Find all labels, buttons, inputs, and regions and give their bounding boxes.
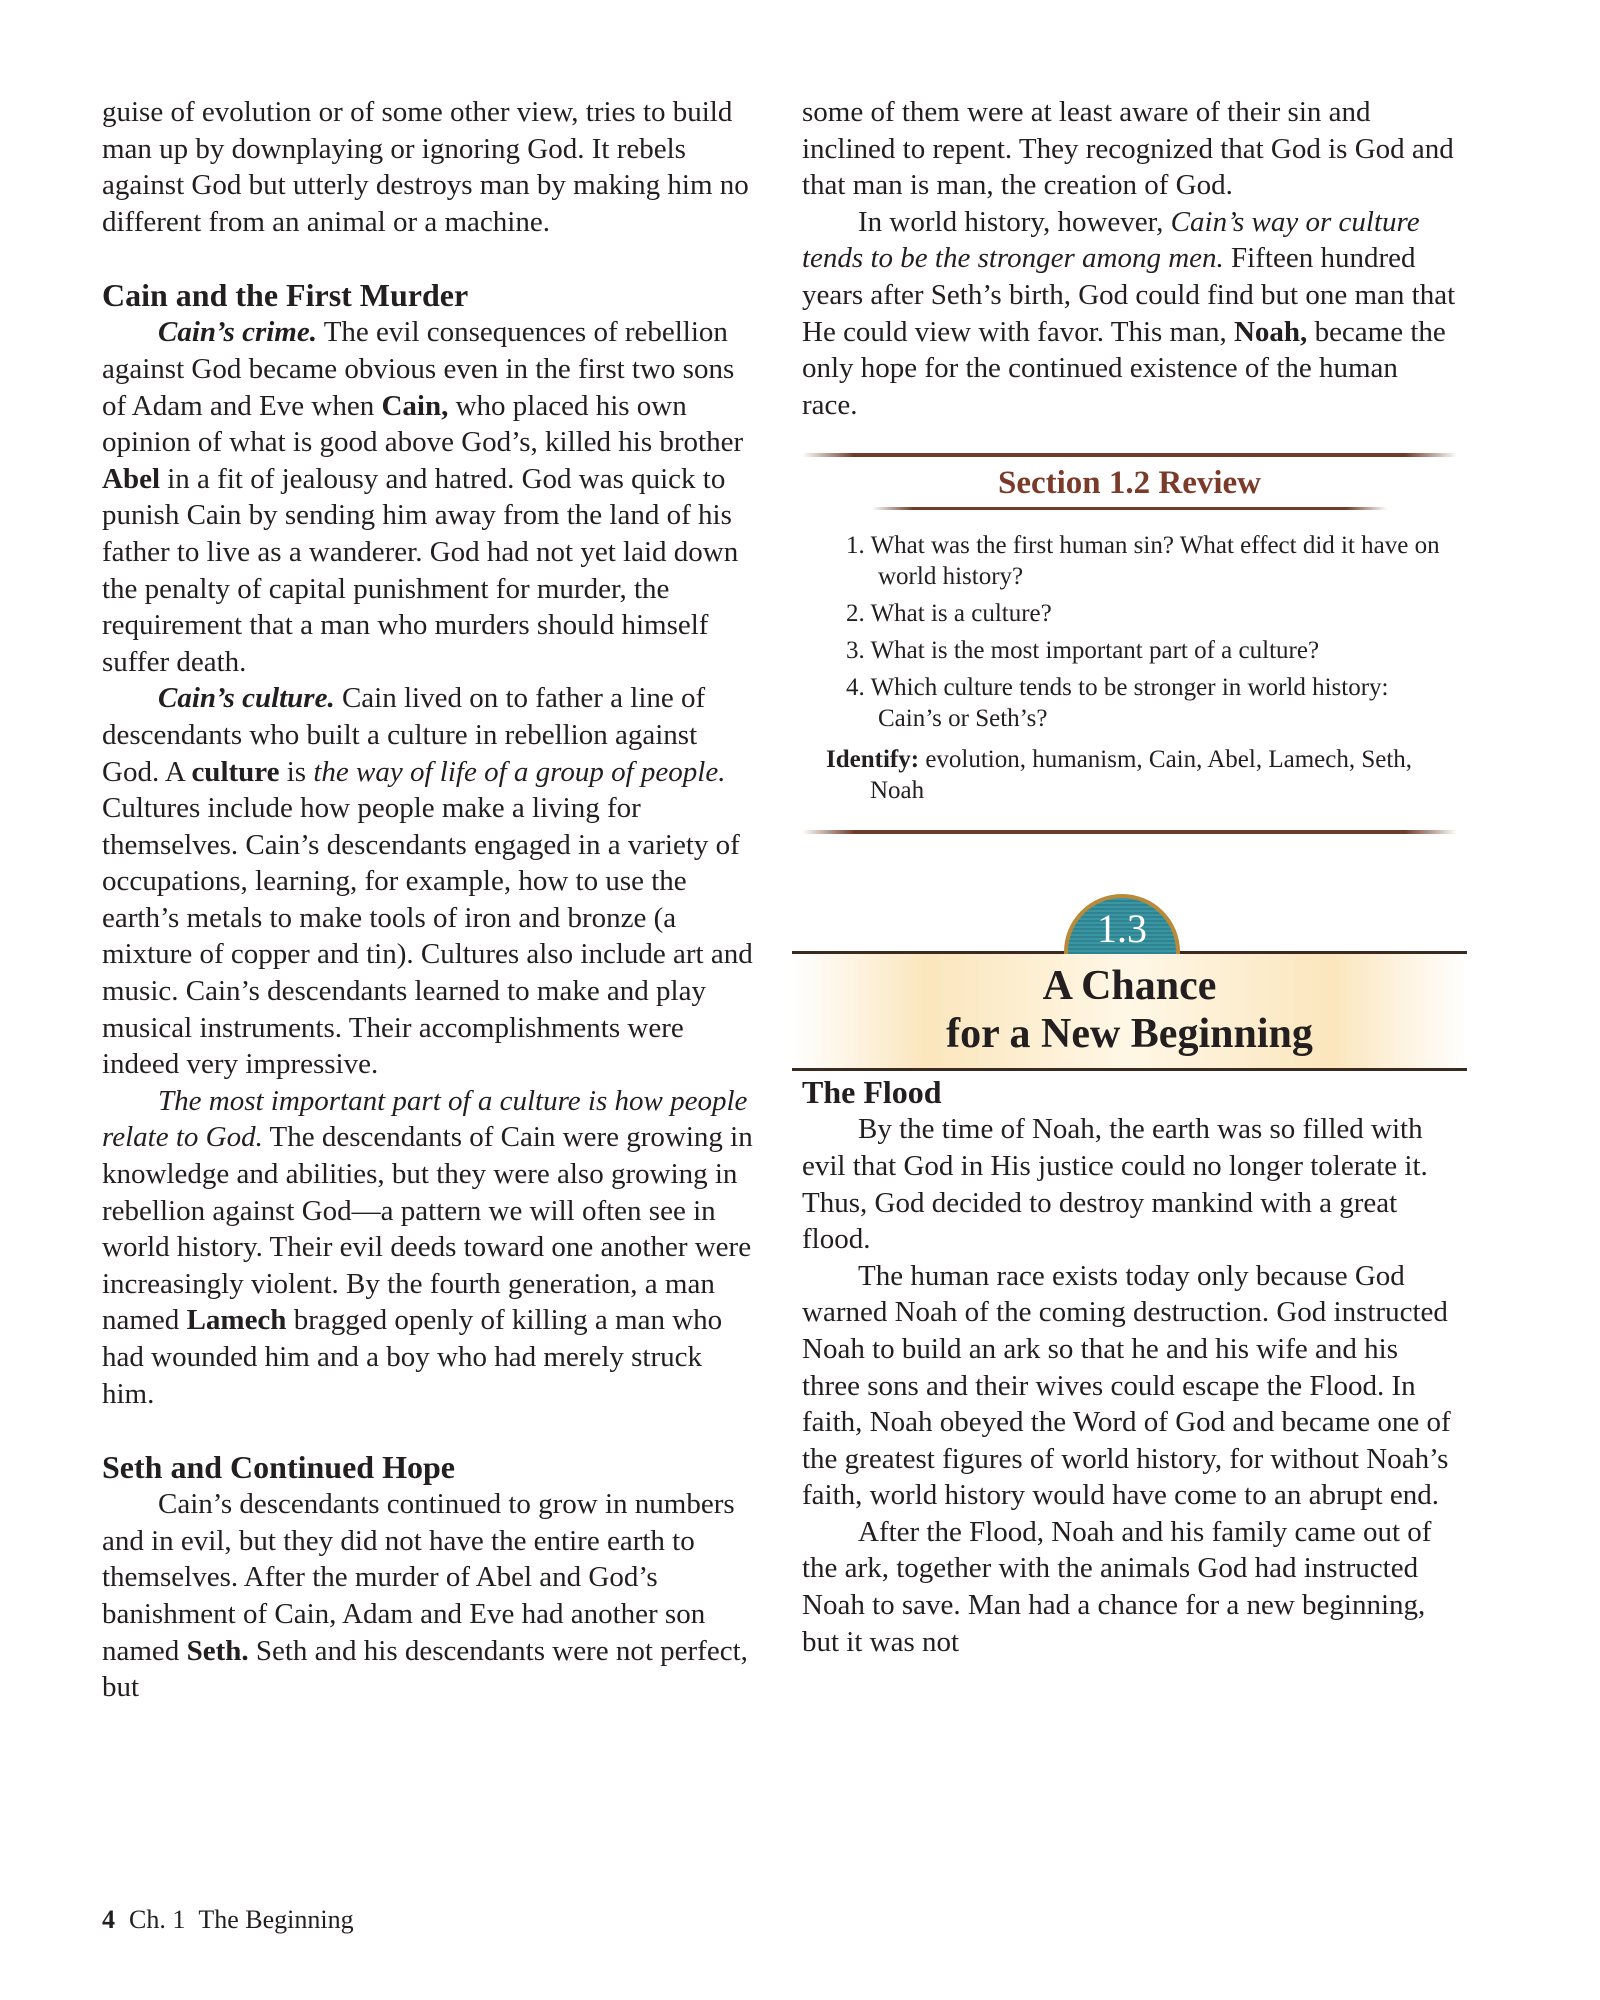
chapter-label: Ch. 1 [129,1905,186,1934]
text-run: Cain lived on to father a line of descendants who built a culture in rebellion against God. A [102,682,706,788]
right-column-top [802,94,1457,423]
spacer [102,1412,757,1448]
paragraph [102,94,757,240]
text-run: Fifteen hundred years after Seth’s birth, God could find but one man that He could view with favor. This man, [802,242,1456,348]
emphasis-text: Noah, [1233,315,1308,348]
question-number: 4. [846,674,865,702]
emphasis-text: Cain, [381,389,449,422]
text-run: Cultures include how people make a living for themselves. Cain’s descendants engaged in a variety of occupations, learning, for example, how to use the earth’s metals to make tools of iron and bronze (a mixture of copper and tin). Cultures also include art and music. Cain’s descendants learned to make and play musical instruments. Their accomplishments were indeed very impressive. [102,792,753,1081]
text-run: The evil consequences of rebellion against God became obvious even in the first two sons of Adam and Eve when [102,316,735,422]
text-run: some of them were at least aware of their sin and inclined to repent. They recognized that God is God and that man is man, the creation of God. [802,96,1454,202]
text-run: Seth and his descendants were not perfect, but [102,1634,748,1704]
right-column-bottom [802,1073,1457,1660]
paragraph [102,1486,757,1706]
text-run: became the only hope for the continued existence of the human race. [802,315,1446,421]
run-in-heading: Cain’s culture. [158,682,335,715]
review-question [802,635,1457,666]
text-run: bragged openly of killing a man who had wounded him and a boy who had merely struck him. [102,1304,723,1410]
section-heading: Seth and Continued Hope [102,1449,455,1486]
emphasis-text: Cain’s way or culture tends to be the stronger among men. [802,205,1420,275]
question-number: 2. [846,600,865,628]
emphasis-text: Abel [102,462,160,495]
emphasis-text: Lamech [186,1304,287,1337]
chapter-title: The Beginning [198,1905,354,1934]
text-run: The human race exists today only because God warned Noah of the coming destruction. God instructed Noah to build an ark so that he and his wife and his three sons and their wives could escape the Flood. In faith, Noah obeyed the Word of God and became one of the greatest figures of world history, for without Noah’s faith, world history would have come to an abrupt end. [802,1259,1451,1512]
identify-list: evolution, humanism, Cain, Abel, Lamech, Seth, Noah [870,746,1413,805]
spacer [102,240,757,276]
run-in-heading-wrap [158,682,335,714]
section-title-line2: for a New Beginning [946,1011,1313,1058]
review-question [802,530,1457,592]
section-number-badge: 1.3 [1064,894,1180,954]
question-number: 1. [846,532,865,560]
question-text: What is the most important part of a culture? [870,637,1320,665]
paragraph [802,1514,1457,1660]
text-run: in a fit of jealousy and hatred. God was quick to punish Cain by sending him away from the land of his father to live as a wanderer. God had not yet laid down the penalty of capital punishment for murder, the requirement that a man who murders should himself suffer death. [102,462,739,678]
paragraph [802,1258,1457,1514]
text-run: The descendants of Cain were growing in knowledge and abilities, but they were also growing in rebellion against God—a pattern we will often see in world history. Their evil deeds toward one another were increasingly violent. By the fourth generation, a man named [102,1121,753,1337]
identify-label: Identify: [826,746,920,774]
run-in-heading: Cain’s crime. [158,316,317,349]
run-in-heading-wrap [158,316,317,348]
paragraph [802,204,1457,424]
question-text: What is a culture? [870,600,1052,628]
review-question [802,598,1457,629]
page-footer [102,1905,354,1935]
identify-terms [802,744,1457,806]
right-column [802,94,1457,1660]
section-heading: The Flood [802,1074,942,1111]
paragraph [102,314,757,680]
question-text: Which culture tends to be stronger in world history: Cain’s or Seth’s? [870,674,1389,733]
left-column [102,94,757,1706]
review-question [802,672,1457,734]
section-header [802,894,1457,1069]
text-run: In world history, however, [858,205,1171,238]
text-run: guise of evolution or of some other view, tries to build man up by downplaying or ignoring God. It rebels against God but utterly destroys man by making him no different from an animal or a machine. [102,96,749,238]
emphasis-text: Seth. [186,1634,249,1667]
text-run: After the Flood, Noah and his family came out of the ark, together with the animals God had instructed Noah to save. Man had a chance for a new beginning, but it was not [802,1515,1432,1658]
paragraph [802,94,1457,204]
question-text: What was the first human sin? What effect did it have on world history? [870,532,1440,591]
paragraph [802,1111,1457,1257]
emphasis-text: the way of life of a group of people. [313,755,726,788]
emphasis-text: The most important part of a culture is how people relate to God. [102,1084,748,1154]
paragraph [102,1083,757,1412]
rule-divider [802,830,1457,834]
rule-divider [872,507,1387,510]
section-title-line1: A Chance [1042,963,1217,1010]
section-review-box [802,453,1457,834]
rule-divider [802,453,1457,457]
emphasis-text: culture [191,755,280,788]
text-run: Cain’s descendants continued to grow in numbers and in evil, but they did not have the entire earth to themselves. After the murder of Abel and God’s banishment of Cain, Adam and Eve had another son named [102,1488,735,1667]
page-number: 4 [102,1905,115,1934]
review-title: Section 1.2 Review [997,465,1262,502]
review-questions [802,530,1457,734]
section-heading: Cain and the First Murder [102,277,469,314]
section-title-band [792,951,1467,1071]
text-run: who placed his own opinion of what is good above God’s, killed his brother [102,389,744,459]
text-run: is [279,755,314,788]
text-run: By the time of Noah, the earth was so filled with evil that God in His justice could no longer tolerate it. Thus, God decided to destroy mankind with a great flood. [802,1113,1428,1256]
question-number: 3. [846,637,865,665]
paragraph [102,680,757,1083]
